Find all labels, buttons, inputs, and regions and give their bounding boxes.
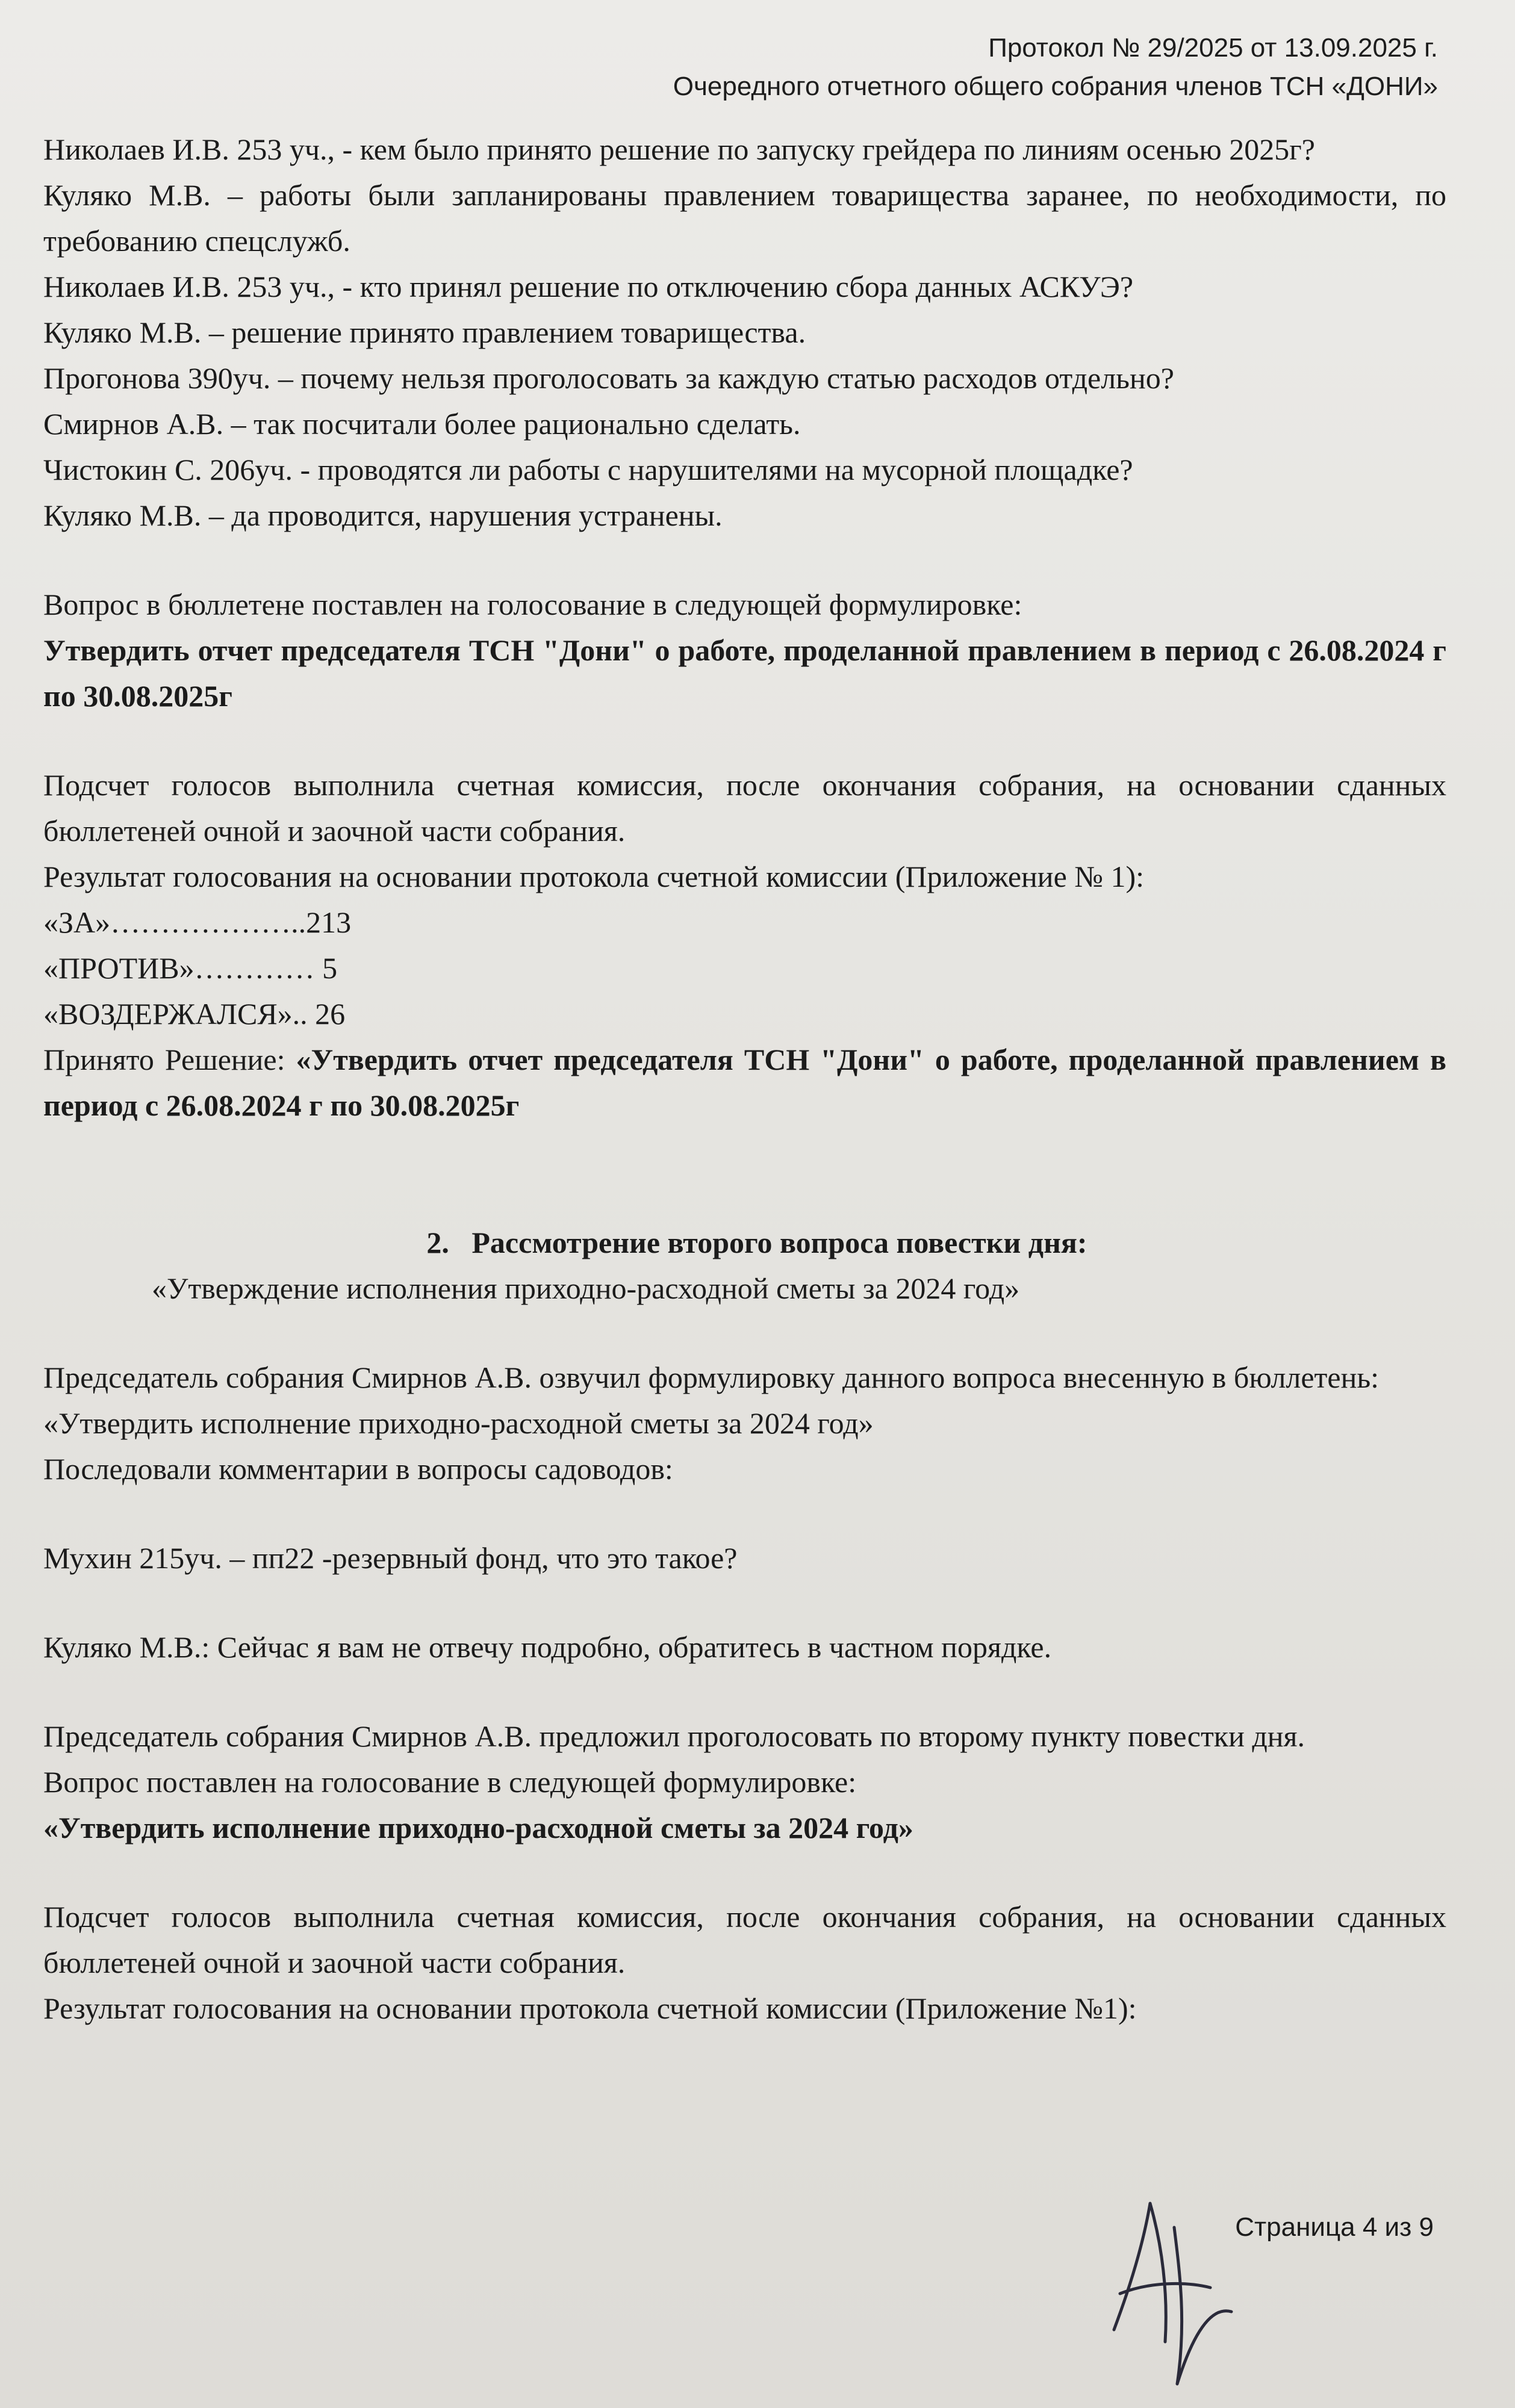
section2-vote-question: «Утвердить исполнение приходно-расходной сметы за 2024 год» <box>43 1811 913 1845</box>
answer-smirnov: Смирнов А.В. – так посчитали более рационально сделать. <box>43 407 801 441</box>
page-number: Страница 4 из 9 <box>1235 2212 1434 2242</box>
section2-comments-intro: Последовали комментарии в вопросы садоводов: <box>43 1452 673 1486</box>
answer-kulyako-garbage: Куляко М.В. – да проводится, нарушения устранены. <box>43 498 723 532</box>
section2-chair-proposal: Председатель собрания Смирнов А.В. предложил проголосовать по второму пункту повестки дня. <box>43 1719 1305 1753</box>
signature-image <box>1108 2191 1240 2390</box>
spacer <box>43 1670 1446 1713</box>
question-nikolaev-askue: Николаев И.В. 253 уч., - кто принял решение по отключению сбора данных АСКУЭ? <box>43 270 1134 303</box>
vote1-question: Утвердить отчет председателя ТСН "Дони" о работе, проделанной правлением в период с 26.08.2024 г по 30.08.2025г <box>43 633 1446 713</box>
section2-title <box>43 1220 1446 1265</box>
section2-bulletin-text: «Утвердить исполнение приходно-расходной сметы за 2024 год» <box>43 1406 874 1440</box>
spacer <box>43 538 1446 582</box>
vote1-decision <box>43 1037 1446 1128</box>
section2-chair-text: Председатель собрания Смирнов А.В. озвучил формулировку данного вопроса внесенную в бюллетень: <box>43 1361 1380 1394</box>
answer-kulyako-reserve: Куляко М.В.: Сейчас я вам не отвечу подробно, обратитесь в частном порядке. <box>43 1630 1052 1664</box>
spacer <box>43 1128 1446 1176</box>
answer-kulyako-askue: Куляко М.В. – решение принято правлением товарищества. <box>43 315 806 349</box>
section2-count-text: Подсчет голосов выполнила счетная комиссия, после окончания собрания, на основании сданных бюллетеней очной и заочной части собрания. <box>43 1900 1446 1979</box>
question-chistokin: Чистокин С. 206уч. - проводятся ли работы с нарушителями на мусорной площадке? <box>43 453 1133 486</box>
section2-number: 2. <box>426 1226 449 1259</box>
question-progonova: Прогонова 390уч. – почему нельзя проголосовать за каждую статью расходов отдельно? <box>43 361 1174 395</box>
vote1-intro: Вопрос в бюллетене поставлен на голосование в следующей формулировке: <box>43 588 1022 621</box>
spacer <box>43 1311 1446 1354</box>
vote1-result-intro: Результат голосования на основании протокола счетной комиссии (Приложение № 1): <box>43 860 1145 893</box>
section2-result-intro: Результат голосования на основании протокола счетной комиссии (Приложение №1): <box>43 1991 1137 2025</box>
vote1-za: «ЗА»………………..213 <box>43 905 352 939</box>
decision-label: Принято Решение: <box>43 1043 296 1076</box>
section2-subtitle: «Утверждение исполнения приходно-расходной сметы за 2024 год» <box>152 1271 1020 1305</box>
protocol-number: Протокол № 29/2025 от 13.09.2025 г. <box>988 33 1438 63</box>
vote1-protiv: «ПРОТИВ»………… 5 <box>43 951 338 985</box>
page-footer <box>1235 2209 1434 2245</box>
section2-vote-intro: Вопрос поставлен на голосование в следующей формулировке: <box>43 1765 857 1799</box>
question-nikolaev-grader: Николаев И.В. 253 уч., - кем было принято решение по запуску грейдера по линиям осенью 2025г? <box>43 132 1315 166</box>
vote1-vozderzhalsya: «ВОЗДЕРЖАЛСЯ».. 26 <box>43 997 346 1031</box>
document-body <box>43 126 1446 2031</box>
answer-kulyako-grader: Куляко М.В. – работы были запланированы правлением товарищества заранее, по необходимости, по требованию спецслужб. <box>43 178 1446 258</box>
spacer <box>43 719 1446 762</box>
question-mukhin: Мухин 215уч. – пп22 -резервный фонд, что это такое? <box>43 1541 738 1575</box>
vote1-count-text: Подсчет голосов выполнила счетная комиссия, после окончания собрания, на основании сданных бюллетеней очной и заочной части собрания. <box>43 768 1446 848</box>
decision-text: «Утвердить отчет председателя ТСН "Дони" о работе, проделанной правлением в период с 26.08.2024 г по 30.08.2025г <box>43 1043 1446 1122</box>
spacer <box>43 1176 1446 1220</box>
spacer <box>43 1851 1446 1894</box>
meeting-title: Очередного отчетного общего собрания членов ТСН «ДОНИ» <box>673 72 1438 101</box>
spacer <box>43 1492 1446 1535</box>
section2-title-text: Рассмотрение второго вопроса повестки дня: <box>471 1226 1087 1259</box>
page-header <box>673 29 1438 106</box>
spacer <box>43 1581 1446 1624</box>
